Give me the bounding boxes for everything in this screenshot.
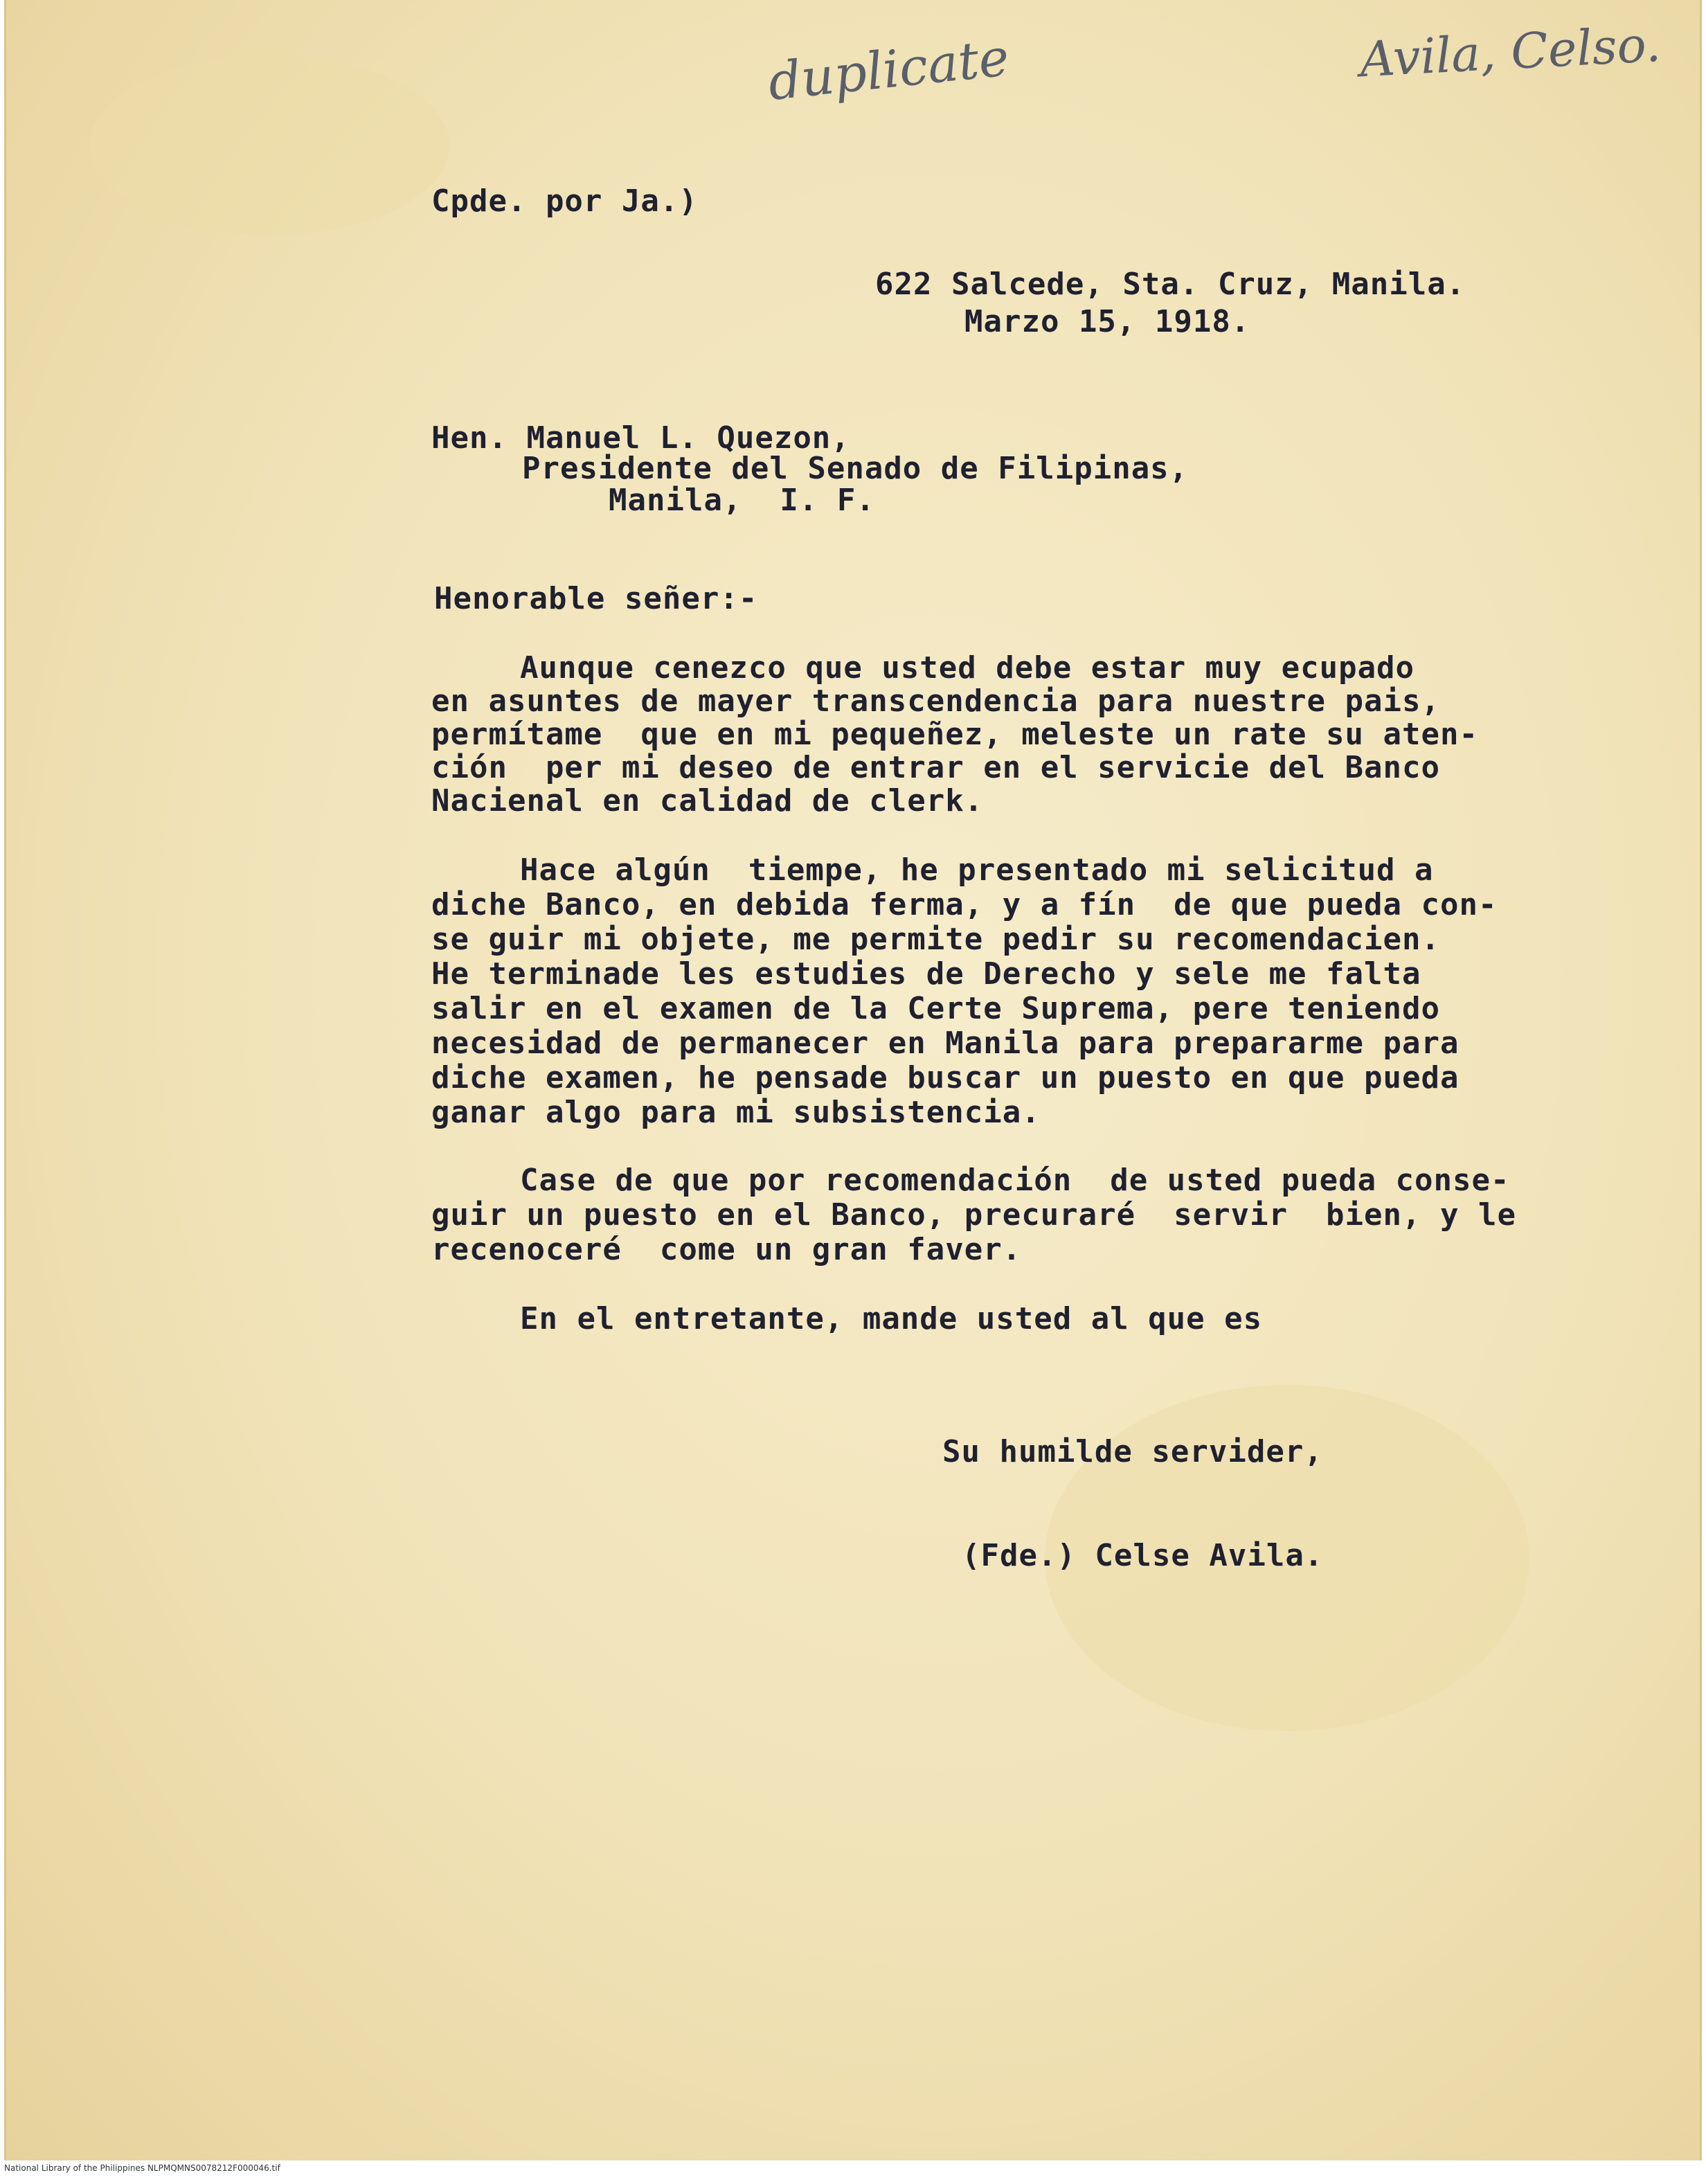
paragraph-2-line: ganar algo para mi subsistencia. — [431, 1095, 1041, 1130]
paragraph-2-line: diche examen, he pensade buscar un puesto en que pueda — [431, 1060, 1460, 1095]
letter-date: Marzo 15, 1918. — [964, 304, 1250, 339]
paragraph-1-line: permítame que en mi pequeñez, meleste un rate su aten- — [431, 717, 1478, 752]
letter-page — [4, 0, 1702, 2160]
recipient-place: Manila, I. F. — [609, 483, 875, 518]
paragraph-3-line: Case de que por recomendación de usted pueda conse- — [520, 1163, 1510, 1198]
archive-footer: National Library of the Philippines NLPMQMNS0078212F000046.tif — [4, 2163, 280, 2173]
paragraph-2-line: diche Banco, en debida ferma, y a fín de que pueda con- — [431, 887, 1498, 922]
recipient-name: Hen. Manuel L. Quezon, — [431, 420, 850, 456]
name-annotation: Avila, Celso. — [1358, 15, 1662, 89]
salutation: Henorable señer:- — [434, 581, 758, 616]
complimentary-close: Su humilde servider, — [942, 1434, 1323, 1469]
paragraph-2-line: se guir mi objete, me permite pedir su recomendacien. — [431, 922, 1440, 957]
paragraph-1-line: Aunque cenezco que usted debe estar muy ecupado — [520, 650, 1415, 686]
duplicate-annotation: duplicate — [765, 28, 1012, 112]
paragraph-1-line: en asuntes de mayer transcendencia para nuestre pais, — [431, 683, 1440, 719]
recipient-title: Presidente del Senado de Filipinas, — [522, 451, 1189, 486]
paragraph-2-line: He terminade les estudies de Derecho y sele me falta — [431, 956, 1421, 992]
paragraph-2-line: salir en el examen de la Certe Suprema, pere teniendo — [431, 991, 1440, 1026]
signature-line: (Fde.) Celse Avila. — [962, 1538, 1324, 1573]
paragraph-4-line: En el entretante, mande usted al que es — [520, 1301, 1263, 1336]
paper-stain — [89, 55, 449, 235]
paragraph-1-line: ción per mi deseo de entrar en el servicie del Banco — [431, 750, 1440, 785]
paragraph-3-line: guir un puesto en el Banco, precuraré servir bien, y le — [431, 1197, 1516, 1233]
paragraph-3-line: recenoceré come un gran faver. — [431, 1232, 1022, 1267]
paragraph-2-line: Hace algún tiempe, he presentado mi selicitud a — [520, 852, 1434, 888]
paragraph-1-line: Nacienal en calidad de clerk. — [431, 783, 984, 818]
paragraph-2-line: necesidad de permanecer en Manila para prepararme para — [431, 1026, 1460, 1061]
copy-note: Cpde. por Ja.) — [431, 184, 698, 219]
sender-address: 622 Salcede, Sta. Cruz, Manila. — [875, 267, 1466, 302]
